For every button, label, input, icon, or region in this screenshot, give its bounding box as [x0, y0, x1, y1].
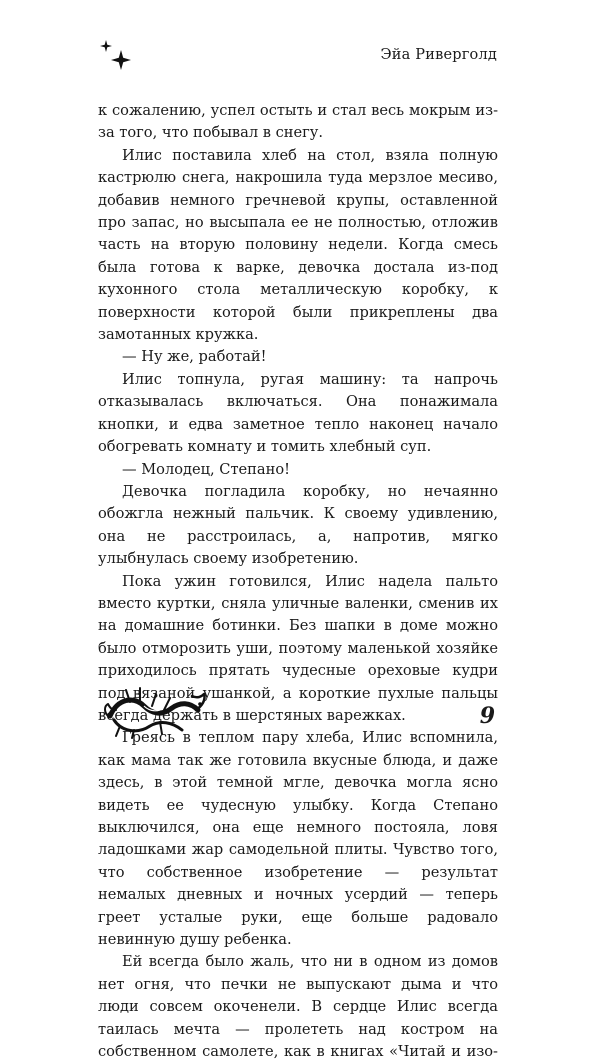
paragraph: Греясь в теплом пару хлеба, Илис вспомнила, как мама так же готовила вкусные блюда, и даже здесь, в этой темной мгле, девочка могла ясно видеть ее чудесную улыбку. Когда Степано выключился, она еще немного постояла, ловя ладошками жар самодельной плиты. Чувство того, что собственное изобретение — результат немалых дневных и ночных усердий — теперь греет усталые руки, еще больше радовало невинную душу ребенка. — [98, 729, 498, 949]
body-text — [98, 100, 498, 1063]
paragraph: к сожалению, успел остыть и стал весь мокрым из-за того, что побывал в снегу. — [98, 102, 498, 142]
paragraph: Девочка погладила коробку, но нечаянно обожгла нежный пальчик. К своему удивлению, она не расстроилась, а, напротив, мягко улыбнулась своему изобретению. — [98, 482, 498, 568]
paragraph: Илис топнула, ругая машину: та напрочь отказывалась включаться. Она понажимала кнопки, и едва заметное тепло наконец начало обогревать комнату и томить хлебный суп. — [98, 370, 498, 456]
running-head-author: Эйа Риверголд — [380, 47, 497, 63]
paragraph: — Ну же, работай! — [122, 348, 267, 366]
paragraph: Пока ужин готовился, Илис надела пальто вместо куртки, сняла уличные валенки, сменив их на домашние ботинки. Без шапки в доме можно было отморозить уши, поэтому маленькой хозяйке приходилось прятать чудесные ореховые кудри под вязаной ушанкой, а короткие пухлые пальцы всегда держать в шерстяных варежках. — [98, 572, 498, 724]
paragraph: Ей всегда было жаль, что ни в одном из домов нет огня, что печки не выпускают дыма и что люди совсем окоченели. В сердце Илис всегда таилась мечта — пролететь над костром на собственном самолете, как в книгах «Читай и изо- — [98, 953, 498, 1061]
paragraph: — Молодец, Степано! — [122, 460, 290, 478]
sparkle-stars-icon — [98, 38, 134, 72]
dragon-icon — [100, 676, 210, 740]
page-number: 9 — [479, 703, 495, 729]
paragraph: Илис поставила хлеб на стол, взяла полную кастрюлю снега, накрошила туда мерзлое месиво, добавив немного гречневой крупы, оставленной про запас, но высыпала ее не полностью, отложив часть на вторую половину недели. Когда смесь была готова к варке, девочка достала из-под кухонного стола металлическую коробку, к поверхности которой были прикреплены два замотанных кружка. — [98, 146, 498, 344]
